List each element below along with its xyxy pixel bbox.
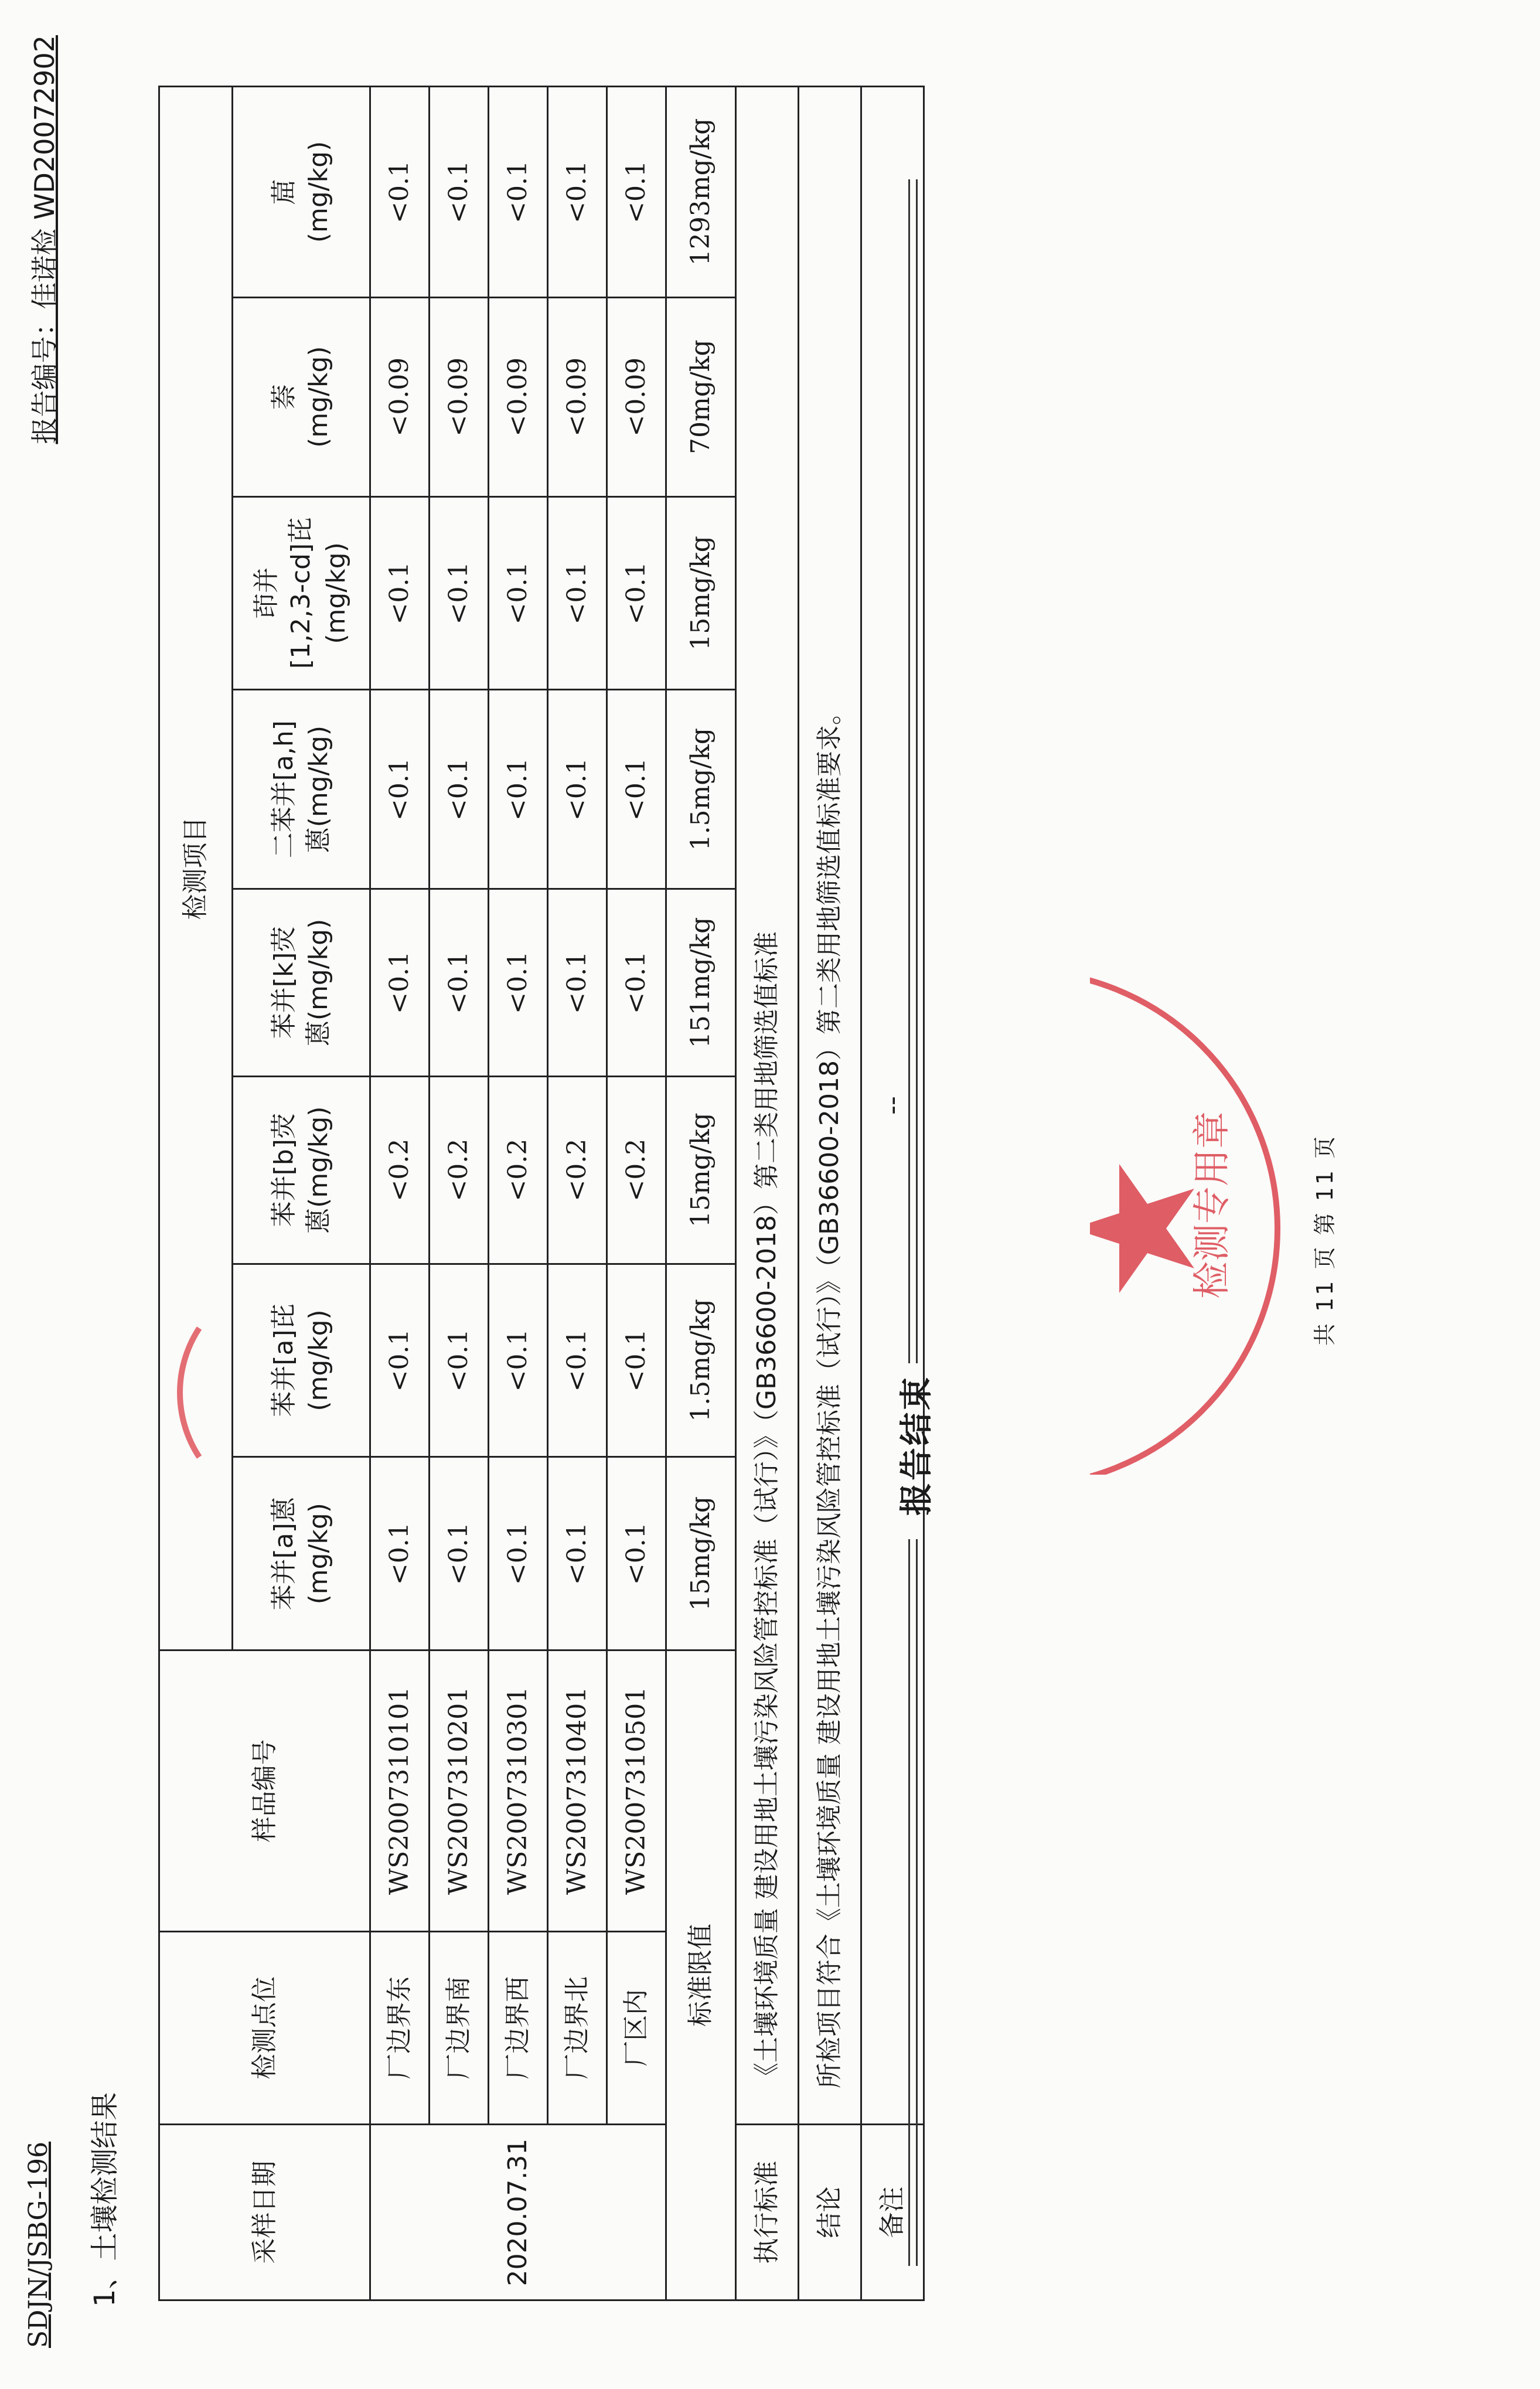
value-cell: <0.1: [430, 496, 489, 690]
point-cell: 厂边界东: [370, 1931, 430, 2124]
value-cell: <0.1: [370, 889, 430, 1077]
value-cell: <0.2: [489, 1076, 548, 1264]
standard-text: 《土壤环境质量 建设用地土壤污染风险管控标准（试行）》（GB36600-2018）第二类用地筛选值标准: [736, 87, 799, 2125]
results-table: [158, 86, 925, 2301]
value-cell: <0.2: [370, 1076, 430, 1264]
remark-label: 备注: [861, 2125, 924, 2300]
value-cell: <0.1: [607, 1264, 666, 1457]
value-cell: <0.1: [548, 1457, 607, 1650]
item-header-8: 䓛 (mg/kg): [233, 87, 370, 298]
limit-row: [666, 87, 736, 2300]
header-test-items: 检测项目: [159, 87, 233, 1650]
stamp-text: 检测专用章: [1191, 1111, 1234, 1299]
item-header-4: 苯并[k]荧 蒽(mg/kg): [233, 889, 370, 1077]
table-row: [370, 87, 430, 2300]
point-cell: 厂区内: [607, 1931, 666, 2124]
value-cell: <0.1: [489, 87, 548, 298]
value-cell: <0.1: [489, 690, 548, 889]
sample-no-cell: WS20073103​01: [489, 1650, 548, 1932]
limit-cell: 151mg/kg: [666, 889, 736, 1077]
value-cell: <0.09: [548, 297, 607, 496]
value-cell: <0.1: [607, 690, 666, 889]
edge-seal-stamp: [23, 1305, 223, 1481]
standard-label: 执行标准: [736, 2125, 799, 2300]
value-cell: <0.1: [607, 496, 666, 690]
header-point: 检测点位: [159, 1931, 370, 2124]
value-cell: <0.09: [607, 297, 666, 496]
form-code: SDJN/JSBG-196: [23, 2141, 53, 2348]
point-cell: 厂边界北: [548, 1931, 607, 2124]
item-header-5: 二苯并[a,h] 蒽(mg/kg): [233, 690, 370, 889]
value-cell: <0.1: [548, 496, 607, 690]
value-cell: <0.1: [370, 496, 430, 690]
table-row: [548, 87, 607, 2300]
end-rule-right: [908, 179, 918, 1363]
end-rule-left: [908, 1539, 918, 2266]
table-row: [430, 87, 489, 2300]
item-header-7: 萘 (mg/kg): [233, 297, 370, 496]
value-cell: <0.1: [607, 889, 666, 1077]
value-cell: <0.1: [489, 1457, 548, 1650]
value-cell: <0.1: [370, 87, 430, 298]
sample-no-cell: WS20073105​01: [607, 1650, 666, 1932]
page-number: 共 11 页 第 11 页: [1312, 1134, 1338, 1346]
sample-no-cell: WS20073104​01: [548, 1650, 607, 1932]
section-title: 1、土壤检测结果: [88, 2092, 121, 2307]
value-cell: <0.1: [607, 87, 666, 298]
value-cell: <0.09: [430, 297, 489, 496]
value-cell: <0.09: [489, 297, 548, 496]
table-row: [489, 87, 548, 2300]
value-cell: <0.1: [489, 1264, 548, 1457]
limit-cell: 70mg/kg: [666, 297, 736, 496]
value-cell: <0.1: [548, 1264, 607, 1457]
point-cell: 厂边界南: [430, 1931, 489, 2124]
value-cell: <0.1: [489, 889, 548, 1077]
value-cell: <0.2: [548, 1076, 607, 1264]
value-cell: <0.1: [370, 1457, 430, 1650]
value-cell: <0.1: [430, 87, 489, 298]
value-cell: <0.1: [370, 690, 430, 889]
value-cell: <0.1: [430, 1264, 489, 1457]
limit-label: 标准限值: [666, 1650, 736, 2300]
report-number: 报告编号：佳诺检 WD20072902: [29, 35, 60, 444]
point-cell: 厂边界西: [489, 1931, 548, 2124]
limit-cell: 15mg/kg: [666, 1457, 736, 1650]
report-end-text: 报告结束: [898, 1375, 936, 1516]
sample-no-cell: WS20073101​01: [370, 1650, 430, 1932]
value-cell: <0.1: [489, 496, 548, 690]
conclusion-label: 结论: [799, 2125, 861, 2300]
limit-cell: 15mg/kg: [666, 496, 736, 690]
value-cell: <0.1: [430, 690, 489, 889]
value-cell: <0.1: [548, 87, 607, 298]
value-cell: <0.2: [430, 1076, 489, 1264]
conclusion-text: 所检项目符合《土壤环境质量 建设用地土壤污染风险管控标准（试行）》（GB36600-2018）第二类用地筛选值标准要求。: [799, 87, 861, 2125]
value-cell: <0.1: [430, 1457, 489, 1650]
item-header-2: 苯并[a]芘 (mg/kg): [233, 1264, 370, 1457]
table-row: [607, 87, 666, 2300]
sampling-date-cell: 2020.07.31: [370, 2125, 666, 2300]
limit-cell: 1.5mg/kg: [666, 1264, 736, 1457]
item-header-6: 茚并 [1,2,3-cd]芘 (mg/kg): [233, 496, 370, 690]
data-body: [370, 87, 666, 2300]
remark-text: --: [861, 87, 924, 2125]
sample-no-cell: WS20073102​01: [430, 1650, 489, 1932]
value-cell: <0.1: [607, 1457, 666, 1650]
header-sample-no: 样品编号: [159, 1650, 370, 1932]
value-cell: <0.1: [370, 1264, 430, 1457]
limit-cell: 15mg/kg: [666, 1076, 736, 1264]
value-cell: <0.2: [607, 1076, 666, 1264]
header-sampling-date: 采样日期: [159, 2125, 370, 2300]
value-cell: <0.1: [548, 690, 607, 889]
inspection-seal-stamp: [1090, 771, 1453, 1475]
value-cell: <0.1: [548, 889, 607, 1077]
value-cell: <0.09: [370, 297, 430, 496]
item-header-3: 苯并[b]荧 蒽(mg/kg): [233, 1076, 370, 1264]
limit-cell: 1293mg/kg: [666, 87, 736, 298]
report-end-line: [891, 179, 936, 2266]
item-header-1: 苯并[a]蒽 (mg/kg): [233, 1457, 370, 1650]
limit-cell: 1.5mg/kg: [666, 690, 736, 889]
value-cell: <0.1: [430, 889, 489, 1077]
